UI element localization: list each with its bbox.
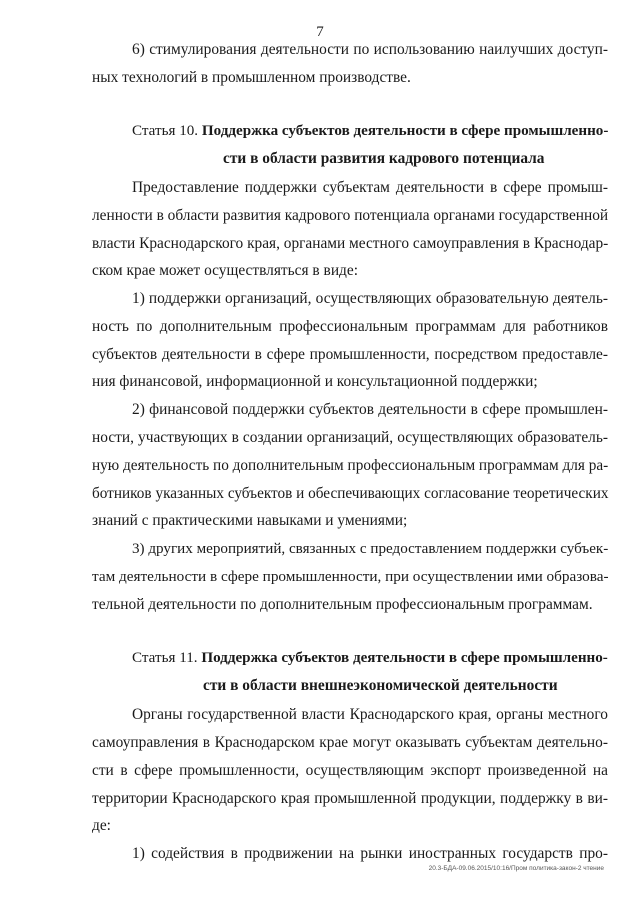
document-footer: 20.3-БДА-09.06.2015/10:16/Пром политика-закон-2 чтение xyxy=(428,865,604,872)
text-line: ния финансовой, информационной и консультационной поддержки; xyxy=(92,373,538,390)
text-line: ботников указанных субъектов и обеспечивающих согласование теоретических xyxy=(92,485,609,502)
text-line: 1) поддержки организаций, осуществляющих образовательную деятель- xyxy=(132,290,608,307)
text-line: 6) стимулирования деятельности по использованию наилучших доступ- xyxy=(132,41,608,58)
text-line: ных технологий в промышленном производстве. xyxy=(92,69,411,86)
article-10-title-cont: сти в области развития кадрового потенциала xyxy=(223,150,545,167)
page-number: 7 xyxy=(316,24,324,40)
text-line: сти в сфере промышленности, осуществляющим экспорт произведенной на xyxy=(92,762,608,779)
article-10-prefix: Статья 10. xyxy=(132,123,199,139)
article-10-heading xyxy=(132,121,608,141)
text-line: де: xyxy=(92,817,111,834)
article-11-heading xyxy=(132,648,608,668)
text-line: 1) содействия в продвижении на рынки иностранных государств про- xyxy=(132,845,608,862)
text-line: субъектов деятельности в сфере промышленности, посредством предоставле- xyxy=(92,346,608,363)
text-line: власти Краснодарского края, органами местного самоуправления в Краснодар- xyxy=(92,235,609,252)
article-11-title-cont: сти в области внешнеэкономической деятельности xyxy=(203,677,558,694)
text-line: 3) других мероприятий, связанных с предоставлением поддержки субъек- xyxy=(132,541,609,557)
article-11-heading-cont xyxy=(203,676,613,696)
article-10-title: Поддержка субъектов деятельности в сфере промышленно- xyxy=(201,123,609,139)
text-line: 2) финансовой поддержки субъектов деятельности в сфере промышлен- xyxy=(132,401,608,418)
text-line: знаний с практическими навыками и умениями; xyxy=(92,512,408,529)
article-10-heading-cont xyxy=(223,149,613,169)
text-line: Предоставление поддержки субъектам деятельности в сфере промыш- xyxy=(132,179,608,196)
text-line: Органы государственной власти Краснодарского края, органы местного xyxy=(132,706,608,723)
text-line: тельной деятельности по дополнительным профессиональным программам. xyxy=(92,596,593,613)
text-line: ность по дополнительным профессиональным программам для работников xyxy=(92,318,608,335)
text-line: ную деятельность по дополнительным профессиональным программам для ра- xyxy=(92,457,609,474)
text-line: ности, участвующих в создании организаций, осуществляющих образователь- xyxy=(92,429,608,446)
text-line: ленности в области развития кадрового потенциала органами государственной xyxy=(92,207,609,224)
text-line: самоуправления в Краснодарском крае могут оказывать субъектам деятельно- xyxy=(92,734,608,751)
text-line: там деятельности в сфере промышленности, при осуществлении ими образова- xyxy=(92,568,609,585)
article-11-title: Поддержка субъектов деятельности в сфере промышленно- xyxy=(201,650,608,666)
text-line: ском крае может осуществляться в виде: xyxy=(92,262,358,279)
article-11-prefix: Статья 11. xyxy=(132,650,198,666)
text-line: территории Краснодарского края промышленной продукции, поддержку в ви- xyxy=(92,790,608,807)
